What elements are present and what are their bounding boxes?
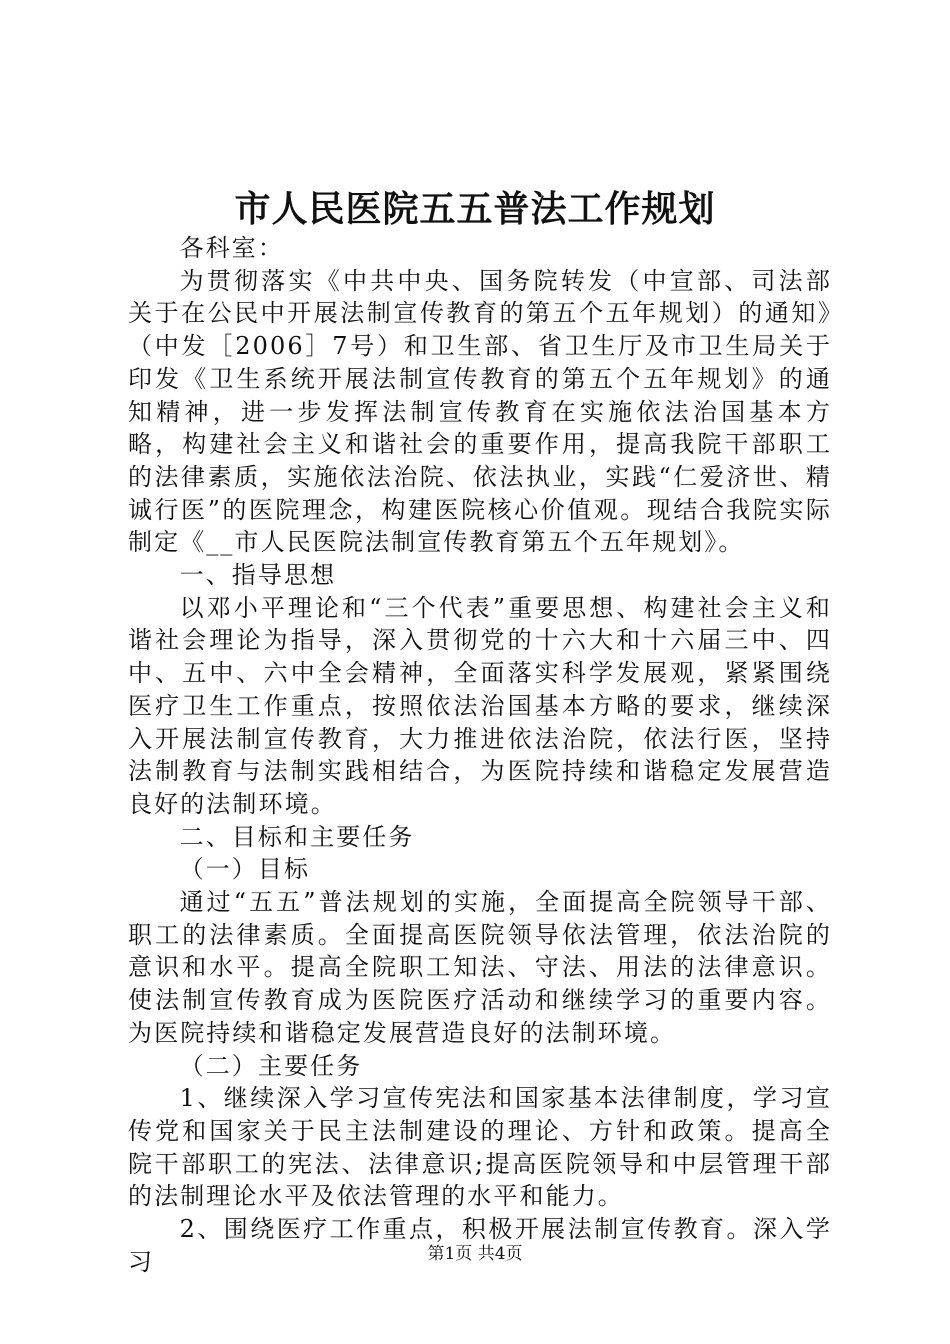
section-heading-guiding-ideology: 一、指导思想 bbox=[179, 561, 337, 590]
goals-paragraph: 通过“五五”普法规划的实施，全面提高全院领导干部、职工的法律素质。全面提高医院领导依法管理，依法治院的意识和水平。提高全院职工知法、守法、用法的法律意识。使法制宣传教育成为医院医疗活动和继续学习的重要内容。为医院持续和谐稳定发展营造良好的法制环境。 bbox=[128, 888, 832, 1047]
salutation: 各科室： bbox=[179, 234, 284, 262]
document-title: 市人民医院五五普法工作规划 bbox=[234, 188, 716, 230]
page-footer: 第1页 共4页 bbox=[427, 1244, 523, 1264]
task-1-paragraph: 1、继续深入学习宣传宪法和国家基本法律制度，学习宣传党和国家关于民主法制建设的理论、方针和政策。提高全院干部职工的宪法、法律意识;提高医院领导和中层管理干部的法制理论水平及依法管理的水平和能力。 bbox=[128, 1084, 832, 1211]
task-2-paragraph: 2、围绕医疗工作重点，积极开展法制宣传教育。深入学习 bbox=[128, 1215, 832, 1276]
document-body bbox=[128, 232, 832, 1279]
subsection-heading-goals: （一）目标 bbox=[179, 855, 311, 884]
section-heading-goals-tasks: 二、目标和主要任务 bbox=[179, 822, 415, 851]
guiding-ideology-paragraph: 以邓小平理论和“三个代表”重要思想、构建社会主义和谐社会理论为指导，深入贯彻党的十六大和十六届三中、四中、五中、六中全会精神，全面落实科学发展观，紧紧围绕医疗卫生工作重点，按照依法治国基本方略的要求，继续深入开展法制宣传教育，大力推进依法治院，依法行医，坚持法制教育与法制实践相结合，为医院持续和谐稳定发展营造良好的法制环境。 bbox=[128, 593, 832, 818]
subsection-heading-main-tasks: （二）主要任务 bbox=[179, 1051, 363, 1080]
intro-paragraph: 为贯彻落实《中共中央、国务院转发（中宣部、司法部关于在公民中开展法制宣传教育的第五个五年规划）的通知》（中发［2006］7号）和卫生部、省卫生厅及市卫生局关于印发《卫生系统开展法制宣传教育的第五个五年规划》的通知精神，进一步发挥法制宣传教育在实施依法治国基本方略，构建社会主义和谐社会的重要作用，提高我院干部职工的法律素质，实施依法治院、依法执业，实践“仁爱济世、精诚行医”的医院理念，构建医院核心价值观。现结合我院实际制定《__市人民医院法制宣传教育第五个五年规划》。 bbox=[128, 266, 832, 557]
